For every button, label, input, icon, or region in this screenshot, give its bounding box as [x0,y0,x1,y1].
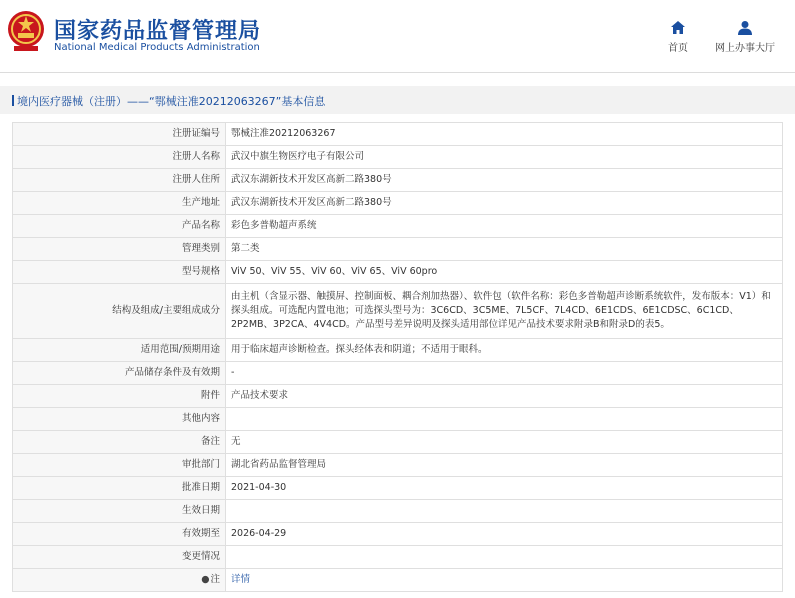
row-value: 产品技术要求 [226,385,783,408]
row-value: 第二类 [226,238,783,261]
nav-home[interactable] [665,20,691,54]
nav-home-label[interactable]: 首页 [668,43,688,54]
row-value: 2021-04-30 [226,477,783,500]
row-label: 附件 [13,385,226,408]
row-value: 武汉东湖新技术开发区高新二路380号 [226,192,783,215]
site-subtitle: National Medical Products Administration [54,42,260,53]
row-value [226,500,783,523]
table-row [13,569,783,592]
user-icon [737,20,753,35]
row-value [226,408,783,431]
table-row [13,523,783,546]
row-value: 武汉中旗生物医疗电子有限公司 [226,146,783,169]
row-value: - [226,362,783,385]
table-row [13,215,783,238]
title-marker-icon [12,95,14,106]
breadcrumb [12,93,325,109]
row-value [226,569,783,592]
nav-online-service-label[interactable]: 网上办事大厅 [715,43,775,54]
detail-link[interactable]: 详情 [231,574,251,585]
row-value: 2026-04-29 [226,523,783,546]
table-row [13,408,783,431]
table-row [13,431,783,454]
table-row [13,238,783,261]
row-label: 批准日期 [13,477,226,500]
row-label: 注册人名称 [13,146,226,169]
row-label: 管理类别 [13,238,226,261]
site-title[interactable]: 国家药品监督管理局 [54,19,262,44]
row-label: 备注 [13,431,226,454]
row-value [226,546,783,569]
table-row [13,123,783,146]
row-label: 适用范围/预期用途 [13,339,226,362]
table-row [13,146,783,169]
table-row [13,169,783,192]
row-value: 鄂械注准20212063267 [226,123,783,146]
pin-icon: ● [201,574,210,585]
table-row [13,500,783,523]
detail-title-bar [0,86,795,114]
table-row [13,284,783,339]
row-label: 产品名称 [13,215,226,238]
row-label: 变更情况 [13,546,226,569]
note-label: 注 [210,574,220,585]
row-label: 结构及组成/主要组成成分 [13,284,226,339]
row-value: 由主机（含显示器、触摸屏、控制面板、耦合剂加热器）、软件包（软件名称：彩色多普勒超声诊断系统软件，发布版本：V1）和探头组成。可选配内置电池；可选探头型号为：3C6CD、3C5ME、7L5CF、7L4CD、6E1CDS、6E1CDSC、6C1CD、2P2MB、3P2CA、4V4CD。产品型号差异说明及探头适用部位详见产品技术要求附录B和附录D的表5。 [226,284,783,339]
table-row [13,339,783,362]
row-label: 注册人住所 [13,169,226,192]
row-label: 注册证编号 [13,123,226,146]
table-row [13,546,783,569]
table-row [13,261,783,284]
breadcrumb-text: 境内医疗器械（注册）——“鄂械注准20212063267”基本信息 [17,95,326,108]
row-label: 型号规格 [13,261,226,284]
table-row [13,385,783,408]
registration-info-table [12,122,783,592]
row-value: 无 [226,431,783,454]
table-row [13,362,783,385]
table-row [13,454,783,477]
row-value: 用于临床超声诊断检查。探头经体表和阴道；不适用于眼科。 [226,339,783,362]
row-label-note [13,569,226,592]
national-emblem-icon [6,8,46,54]
row-value: 湖北省药品监督管理局 [226,454,783,477]
row-value: 彩色多普勒超声系统 [226,215,783,238]
row-label: 其他内容 [13,408,226,431]
nav-online-service[interactable] [712,20,778,54]
row-label: 产品储存条件及有效期 [13,362,226,385]
row-value: 武汉东湖新技术开发区高新二路380号 [226,169,783,192]
table-row [13,192,783,215]
table-row [13,477,783,500]
row-label: 生产地址 [13,192,226,215]
home-icon [670,20,686,35]
site-header [0,0,795,73]
row-label: 有效期至 [13,523,226,546]
row-value: ViV 50、ViV 55、ViV 60、ViV 65、ViV 60pro [226,261,783,284]
row-label: 审批部门 [13,454,226,477]
row-label: 生效日期 [13,500,226,523]
